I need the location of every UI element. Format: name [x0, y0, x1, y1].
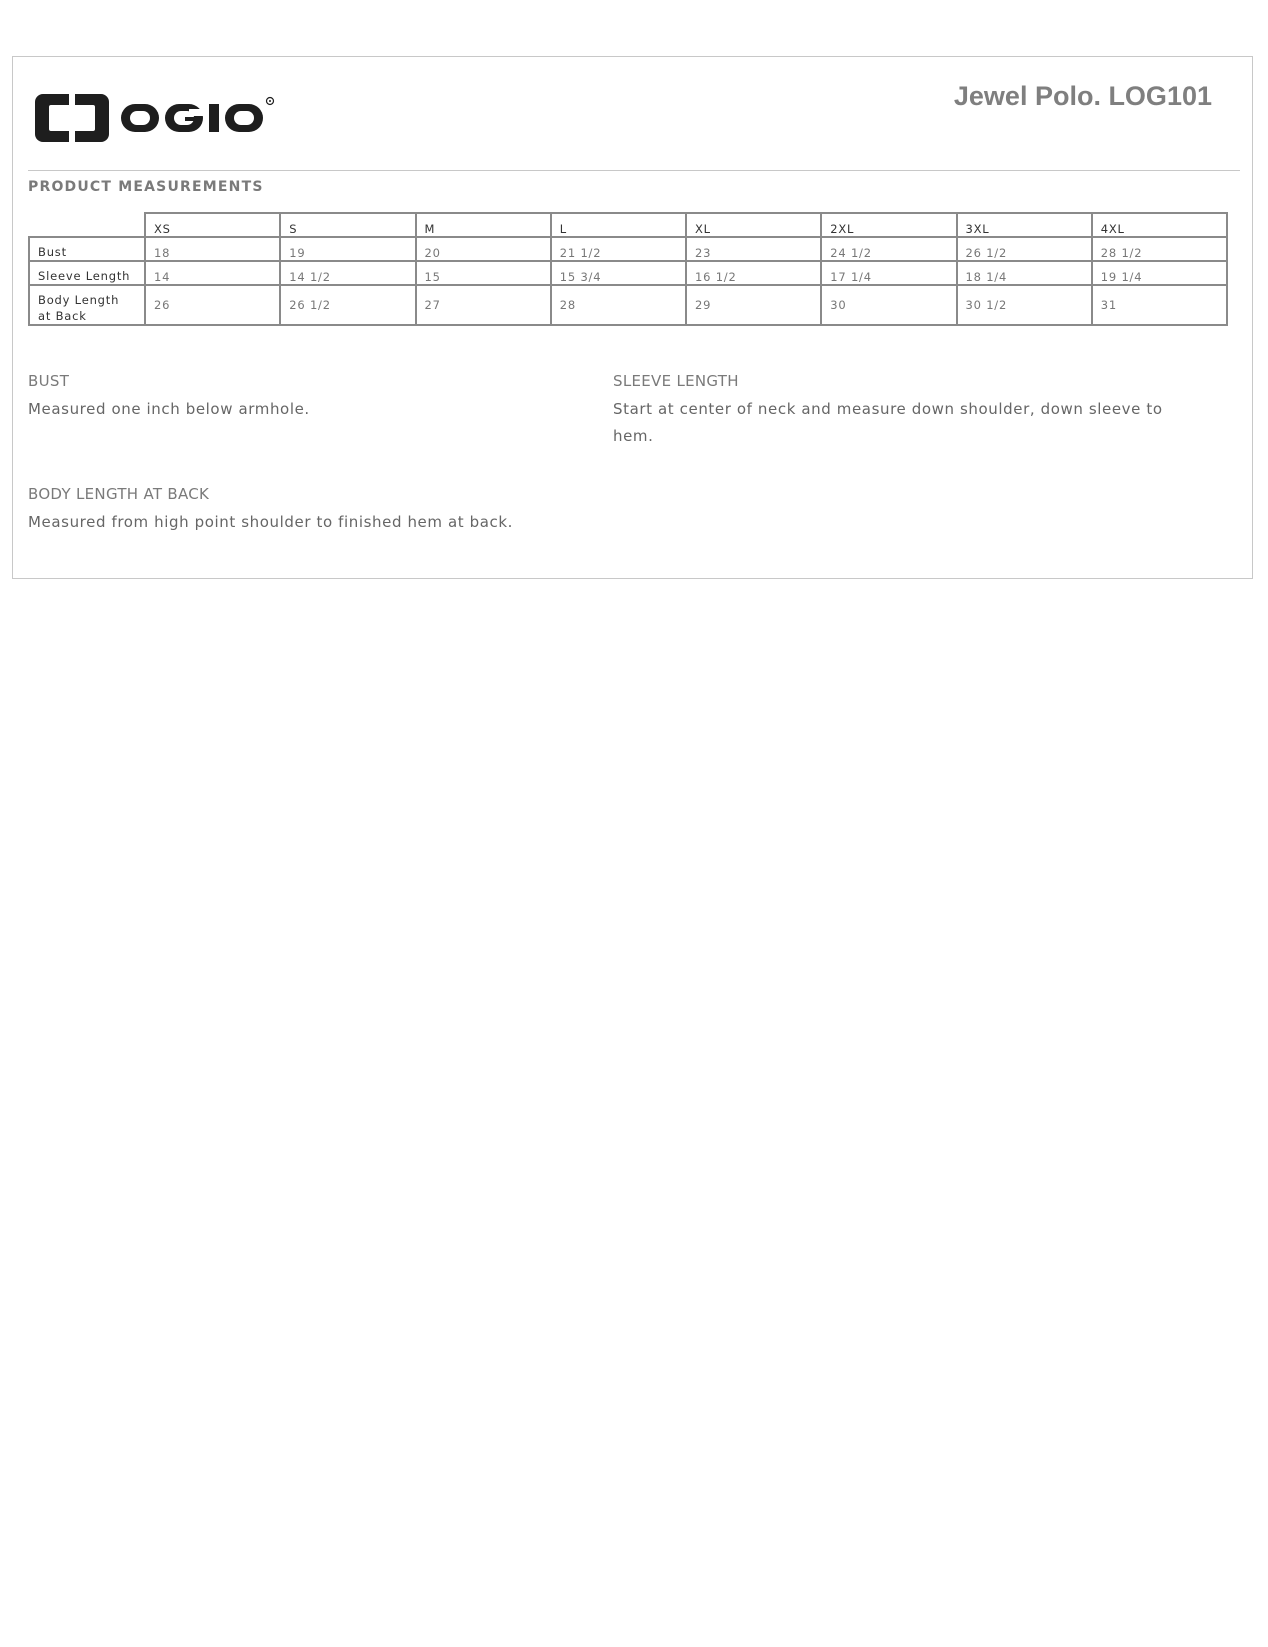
row-label: Bust — [29, 237, 145, 261]
definition-text: Measured from high point shoulder to finished hem at back. — [28, 513, 514, 531]
product-title: Jewel Polo. LOG101 — [953, 81, 1212, 111]
definition-text: Start at center of neck and measure down shoulder, down sleeve to hem. — [613, 400, 1163, 445]
size-header: M — [416, 213, 551, 237]
definition-title: BUST — [28, 372, 70, 390]
definition-title: BODY LENGTH AT BACK — [28, 485, 210, 503]
size-chart-sheet — [12, 56, 1253, 579]
table-cell: 15 3/4 — [551, 261, 686, 285]
ogio-logo — [33, 91, 293, 145]
size-header: XS — [145, 213, 280, 237]
table-cell: 26 1/2 — [957, 237, 1092, 261]
definition-bust — [28, 371, 588, 423]
table-row-bust — [29, 237, 1227, 261]
table-cell: 28 — [551, 285, 686, 325]
table-cell: 19 1/4 — [1092, 261, 1227, 285]
table-cell: 30 — [821, 285, 956, 325]
table-cell: 21 1/2 — [551, 237, 686, 261]
table-cell: 23 — [686, 237, 821, 261]
table-cell: 16 1/2 — [686, 261, 821, 285]
table-cell: 26 — [145, 285, 280, 325]
table-cell: 17 1/4 — [821, 261, 956, 285]
table-corner-cell — [29, 213, 145, 237]
table-cell: 18 1/4 — [957, 261, 1092, 285]
table-row-sleeve-length — [29, 261, 1227, 285]
row-label: Sleeve Length — [29, 261, 145, 285]
table-cell: 14 1/2 — [280, 261, 415, 285]
ogio-logo-mark — [33, 91, 293, 145]
table-cell: 27 — [416, 285, 551, 325]
table-cell: 18 — [145, 237, 280, 261]
table-cell: 28 1/2 — [1092, 237, 1227, 261]
table-cell: 31 — [1092, 285, 1227, 325]
table-cell: 30 1/2 — [957, 285, 1092, 325]
definition-title: SLEEVE LENGTH — [613, 372, 739, 390]
definition-sleeve-length — [613, 371, 1173, 450]
row-label: Body Length at Back — [29, 285, 145, 325]
table-cell: 15 — [416, 261, 551, 285]
measurements-table — [28, 212, 1228, 326]
table-cell: 24 1/2 — [821, 237, 956, 261]
size-header: 2XL — [821, 213, 956, 237]
table-cell: 20 — [416, 237, 551, 261]
table-cell: 14 — [145, 261, 280, 285]
table-row-body-length — [29, 285, 1227, 325]
size-header: XL — [686, 213, 821, 237]
table-header-row — [29, 213, 1227, 237]
size-header: 4XL — [1092, 213, 1227, 237]
definition-text: Measured one inch below armhole. — [28, 400, 310, 418]
section-heading: PRODUCT MEASUREMENTS — [28, 179, 264, 195]
definition-body-length — [28, 484, 628, 536]
table-cell: 29 — [686, 285, 821, 325]
size-header: L — [551, 213, 686, 237]
table-cell: 26 1/2 — [280, 285, 415, 325]
table-cell: 19 — [280, 237, 415, 261]
size-header: S — [280, 213, 415, 237]
size-header: 3XL — [957, 213, 1092, 237]
header-divider — [28, 170, 1240, 171]
